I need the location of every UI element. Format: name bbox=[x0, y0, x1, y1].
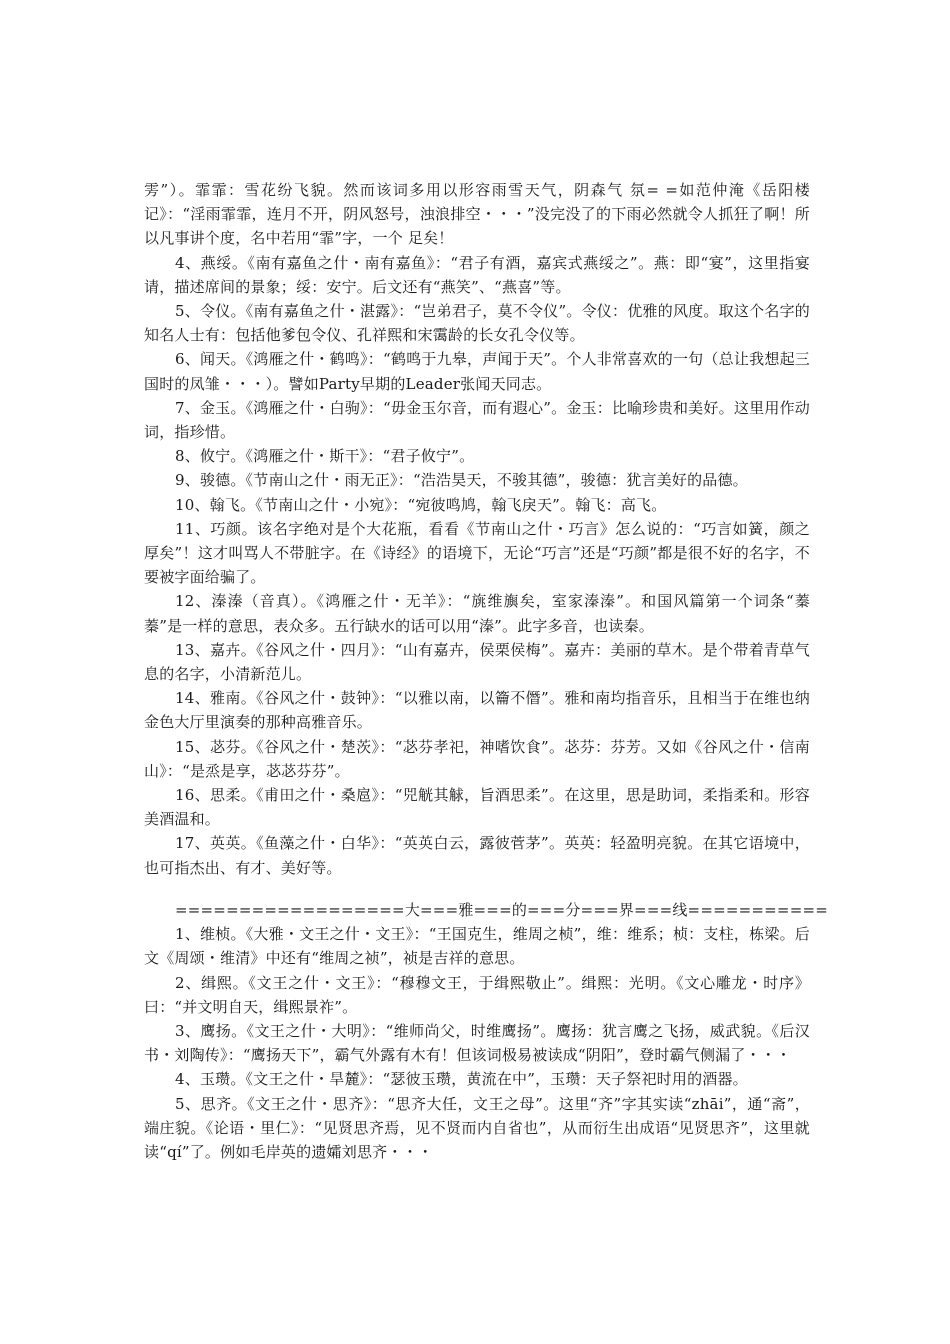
paragraph-entry-7: 7、金玉。《鸿雁之什・白驹》：“毋金玉尔音，而有遐心”。金玉：比喻珍贵和美好。这里用作动词，指珍惜。 bbox=[144, 398, 810, 442]
paragraph-entry-13: 13、嘉卉。《谷风之什・四月》：“山有嘉卉，侯栗侯梅”。嘉卉：美丽的草木。是个带着青草气息的名字，小清新范儿。 bbox=[144, 640, 810, 684]
paragraph-daya-entry-3: 3、鹰扬。《文王之什・大明》：“维师尚父，时维鹰扬”。鹰扬：犹言鹰之飞扬，威武貌。《后汉书・刘陶传》：“鹰扬天下”，霸气外露有木有！但该词极易被读成“阴阳”，登时霸气侧漏了・・・ bbox=[144, 1022, 810, 1065]
paragraph-entry-15: 15、苾芬。《谷风之什・楚茨》：“苾芬孝祀，神嗜饮食”。苾芬：芬芳。又如《谷风之什・信南山》：“是烝是享，苾苾芬芬”。 bbox=[144, 737, 810, 780]
paragraph-entry-8: 8、攸宁。《鸿雁之什・斯干》：“君子攸宁”。 bbox=[175, 447, 475, 466]
paragraph-entry-12: 12、溱溱（音真）。《鸿雁之什・无羊》：“旐维旟矣，室家溱溱”。和国风篇第一个词条“蓁蓁”是一样的意思，表众多。五行缺水的话可以用“溱”。此字多音，也读秦。 bbox=[144, 592, 810, 635]
names-section-daya bbox=[144, 898, 829, 1164]
paragraph-daya-entry-2: 2、缉熙。《文王之什・文王》：“穆穆文王，于缉熙敬止”。缉熙：光明。《文心雕龙・时序》曰：“并文明自天，缉熙景祚”。 bbox=[144, 973, 810, 1016]
paragraph-entry-10: 10、翰飞。《节南山之什・小宛》：“宛彼鸣鸠，翰飞戾天”。翰飞：高飞。 bbox=[175, 495, 667, 514]
paragraph-entry-14: 14、雅南。《谷风之什・鼓钟》：“以雅以南，以籥不僭”。雅和南均指音乐，且相当于在维也纳金色大厅里演奏的那种高雅音乐。 bbox=[144, 689, 810, 732]
paragraph-entry-9: 9、骏德。《节南山之什・雨无正》：“浩浩昊天，不骏其德”，骏德：犹言美好的品德。 bbox=[175, 471, 748, 490]
paragraph-entry-11: 11、巧颜。该名字绝对是个大花瓶，看看《节南山之什・巧言》怎么说的：“巧言如簧，颜之厚矣”！这才叫骂人不带脏字。在《诗经》的语境下，无论“巧言”还是“巧颜”都是很不好的名字，不要被字面给骗了。 bbox=[144, 519, 810, 587]
paragraph-entry-5: 5、令仪。《南有嘉鱼之什・湛露》：“岂弟君子，莫不令仪”。令仪：优雅的风度。取这个名字的知名人士有：包括他爹包令仪、孔祥熙和宋霭龄的长女孔令仪等。 bbox=[144, 302, 810, 345]
paragraph-daya-entry-4: 4、玉瓒。《文王之什・旱麓》：“瑟彼玉瓒，黄流在中”，玉瓒：天子祭祀时用的酒器。 bbox=[175, 1070, 748, 1089]
names-section-xiaoya bbox=[144, 178, 810, 880]
paragraph-feifei-continued: 雱”）。霏霏：雪花纷飞貌。然而该词多用以形容雨雪天气，阴森气 氛= =如范仲淹《岳阳楼记》：“淫雨霏霏，连月不开，阴风怒号，浊浪排空・・・”没完没了的下雨必然就令人抓狂了啊！所以凡事讲个度，名中若用“霏”字，一个 足矣！ bbox=[144, 181, 810, 248]
paragraph-entry-16: 16、思柔。《甫田之什・桑扈》：“兕觥其觩，旨酒思柔”。在这里，思是助词，柔指柔和。形容美酒温和。 bbox=[144, 786, 810, 829]
paragraph-daya-entry-5: 5、思齐。《文王之什・思齐》：“思齐大任，文王之母”。这里“齐”字其实读“zhāi”，通“斋”，端庄貌。《论语・里仁》：“见贤思齐焉，见不贤而内自省也”，从而衍生出成语“见贤思齐”，这里就读“qí”了。例如毛岸英的遗孀刘思齐・・・ bbox=[144, 1094, 810, 1162]
paragraph-entry-17: 17、英英。《鱼藻之什・白华》：“英英白云，露彼菅茅”。英英：轻盈明亮貌。在其它语境中，也可指杰出、有才、美好等。 bbox=[144, 834, 810, 877]
paragraph-entry-6: 6、闻天。《鸿雁之什・鹤鸣》：“鹤鸣于九皋，声闻于天”。个人非常喜欢的一句（总让我想起三国时的凤雏・・・）。譬如Party早期的Leader张闻天同志。 bbox=[144, 350, 810, 393]
paragraph-daya-entry-1: 1、维桢。《大雅・文王之什・文王》：“王国克生，维周之桢”，维：维系；桢：支柱，栋梁。后文《周颂・维清》中还有“维周之祯”，祯是吉祥的意思。 bbox=[144, 925, 810, 968]
paragraph-entry-4: 4、燕绥。《南有嘉鱼之什・南有嘉鱼》：“君子有酒，嘉宾式燕绥之”。燕：即“宴”，这里指宴请，描述席间的景象；绥：安宁。后文还有“燕笑”、“燕喜”等。 bbox=[144, 253, 810, 296]
section-divider: ==================大===雅===的===分===界===线=========== bbox=[175, 901, 829, 919]
